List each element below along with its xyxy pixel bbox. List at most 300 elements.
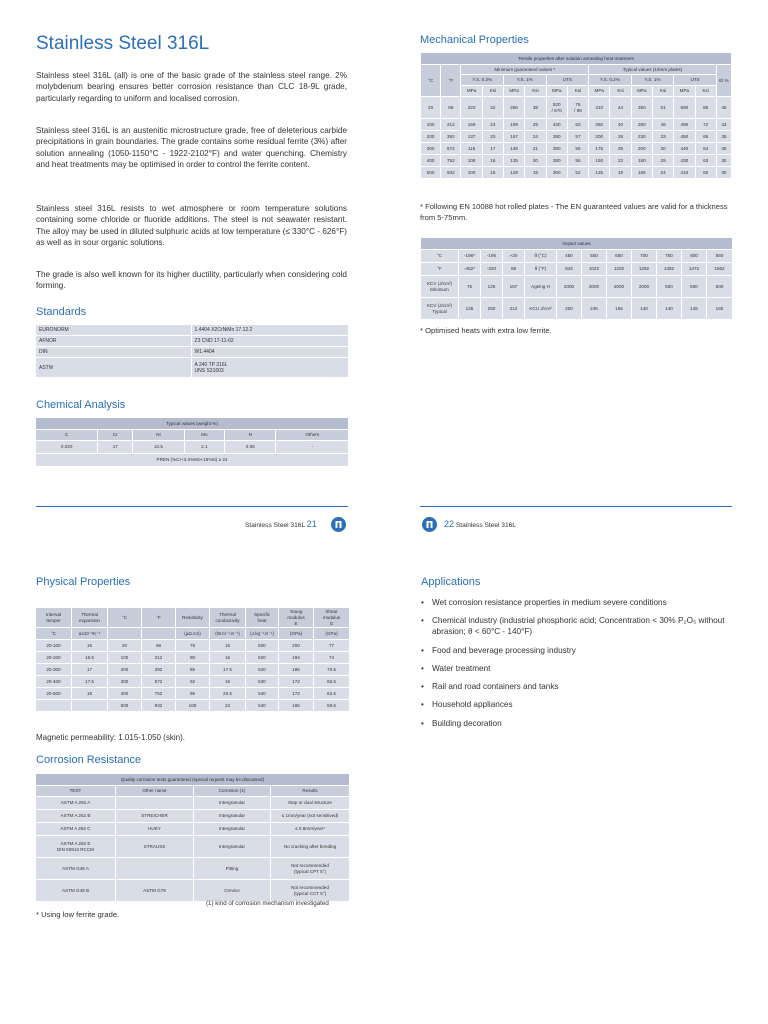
unit: MPa: [589, 86, 610, 97]
table-cell: 22: [610, 155, 631, 167]
table-cell: 32: [482, 97, 503, 119]
page22-footer: [444, 519, 516, 529]
table-row: [421, 155, 732, 167]
chem-value: 0.020: [36, 441, 98, 454]
corrosion-resistance-heading: Corrosion Resistance: [36, 754, 142, 766]
table-cell: 75: [459, 276, 481, 298]
page-number: 21: [306, 519, 317, 529]
table-cell: 30: [716, 155, 731, 167]
table-cell: ≤ 0,6mm/year*: [271, 823, 350, 836]
table-cell: 212: [142, 652, 176, 664]
application-item: • Water treatment: [421, 663, 735, 674]
table-cell: 380: [546, 143, 567, 155]
table-cell: 2000: [632, 276, 657, 298]
table-cell: 392: [142, 664, 176, 676]
table-cell: 24: [482, 119, 503, 131]
physical-header-row: [36, 608, 350, 628]
table-cell: 530: [246, 676, 279, 688]
chem-header: Others: [276, 430, 349, 441]
table-cell: 20-100: [36, 640, 72, 652]
table-cell: ASTM G48 A: [36, 858, 116, 880]
table-cell: 17: [482, 143, 503, 155]
table-cell: 68: [142, 640, 176, 652]
table-cell: 155: [607, 298, 632, 320]
table-cell: 28: [610, 131, 631, 143]
table-cell: 380: [546, 155, 567, 167]
table-cell: [116, 797, 194, 810]
group-header: Y.S. 1%: [504, 75, 547, 86]
table-cell: 500: [108, 700, 142, 712]
table-cell: 17.5: [210, 664, 246, 676]
mechanical-rows: [421, 97, 732, 179]
microstructure-paragraph: Stainless steel 316L is an austenitic microstructure grade, free of deleterious carbide precipitations in grain boundaries. The grade contains some residual ferrite (3%) after solution annealing (1050-1150°C - 1922-2102°F) and water quenching. Chemistry and heat treatments may be optimised in order to control the ferrite content.: [36, 126, 347, 170]
table-cell: 650: [607, 250, 632, 263]
table-cell: 200: [557, 298, 582, 320]
table-cell: 172: [279, 688, 314, 700]
unit: Ksi: [610, 86, 631, 97]
table-cell: 1382: [657, 263, 682, 276]
table-row: [421, 97, 732, 119]
table-cell: ASTM A 262 C: [36, 823, 116, 836]
table-cell: 85: [695, 97, 716, 119]
impact-caption: Impact values: [421, 238, 733, 250]
group-header: Y.S. 0.2%: [589, 75, 632, 86]
table-cell: 520: [246, 664, 279, 676]
chem-header: Cr: [98, 430, 133, 441]
table-cell: Intergranular: [194, 823, 271, 836]
table-cell: θ (°F): [525, 263, 557, 276]
chem-value: 0.05: [225, 441, 276, 454]
table-cell: 2000: [607, 276, 632, 298]
table-cell: 33: [652, 131, 673, 143]
footer-label: Stainless Steel 316L: [455, 522, 516, 529]
table-cell: 20: [482, 131, 503, 143]
table-cell: Not recommended (typical CCT 5°): [271, 880, 350, 902]
page22-footer-rule: [420, 506, 732, 507]
table-row: [36, 810, 350, 823]
phys-unit: (µΩ.cm): [176, 628, 210, 640]
table-cell: 550: [582, 250, 607, 263]
table-cell: 200: [631, 143, 652, 155]
table-cell: 200: [589, 131, 610, 143]
table-row: [421, 131, 732, 143]
table-cell: 17.5: [72, 676, 108, 688]
table-cell: 572: [142, 676, 176, 688]
table-row: [421, 143, 732, 155]
chem-header: C: [36, 430, 98, 441]
unit: MPa: [504, 86, 525, 97]
table-cell: 500: [421, 167, 441, 179]
mechanical-caption: Tensile properties after solution annealing heat treatment: [421, 53, 732, 65]
table-cell: 167: [504, 131, 525, 143]
page-number: 22: [444, 519, 455, 529]
table-cell: 95: [176, 688, 210, 700]
table-cell: 19: [610, 167, 631, 179]
table-cell: 165: [279, 700, 314, 712]
table-cell: 500: [707, 276, 733, 298]
chem-header: Mo: [184, 430, 224, 441]
phys-unit: [108, 628, 142, 640]
physical-rows: [36, 640, 350, 712]
mechanical-note: * Following EN 10088 hot rolled plates - The EN guaranteed values are valid for a thickness from 5-75mm.: [420, 202, 728, 222]
unit: MPa: [631, 86, 652, 97]
table-cell: 500: [246, 640, 279, 652]
table-cell: 66.5: [314, 676, 350, 688]
table-cell: 540: [246, 700, 279, 712]
table-row: [36, 652, 350, 664]
table-cell: 250: [481, 298, 503, 320]
table-cell: 440: [674, 143, 695, 155]
chemical-analysis-heading: Chemical Analysis: [36, 399, 126, 411]
table-cell: 40: [610, 119, 631, 131]
application-item: • Wet corrosion resistance properties in medium severe conditions: [421, 597, 735, 608]
table-cell: ASTM A 262 A: [36, 797, 116, 810]
col-elongation: El %: [716, 65, 731, 97]
table-cell: STRAUSS: [116, 836, 194, 858]
table-cell: 850: [707, 250, 733, 263]
table-cell: 72: [695, 119, 716, 131]
table-cell: 68: [503, 263, 525, 276]
physical-properties-heading: Physical Properties: [36, 576, 131, 588]
table-cell: 186: [279, 664, 314, 676]
table-cell: 230: [631, 131, 652, 143]
table-cell: 18: [72, 688, 108, 700]
table-row: [421, 119, 732, 131]
table-cell: 572: [441, 143, 461, 155]
brand-logo-icon: [331, 517, 346, 532]
table-cell: 52: [567, 167, 588, 179]
ductility-paragraph: The grade is also well known for its higher ductility, particularly when considering cold forming.: [36, 270, 347, 291]
table-row: [36, 676, 350, 688]
table-cell: 77: [314, 640, 350, 652]
table-cell: 100: [108, 652, 142, 664]
brand-logo-icon: [422, 517, 437, 532]
table-cell: 118: [461, 143, 482, 155]
table-cell: 16.5: [72, 652, 108, 664]
group-header: Y.S. 0.2%: [461, 75, 504, 86]
table-cell: HUEY: [116, 823, 194, 836]
table-cell: 16: [482, 155, 503, 167]
impact-note: * Optimised heats with extra low ferrite.: [420, 326, 552, 335]
table-cell: 175: [589, 143, 610, 155]
table-cell: ASTM A 262 E DIN 50914 RCCM: [36, 836, 116, 858]
table-cell: 750: [657, 250, 682, 263]
table-cell: 135: [504, 155, 525, 167]
table-cell: STREICHER: [116, 810, 194, 823]
table-cell: 260: [504, 97, 525, 119]
table-cell: 70.5: [314, 664, 350, 676]
table-cell: -320: [481, 263, 503, 276]
table-cell: KCU J/cm²: [525, 298, 557, 320]
mechanical-properties-table: [420, 52, 732, 179]
table-cell: -196*: [459, 250, 481, 263]
table-cell: 140: [657, 298, 682, 320]
table-row: [36, 688, 350, 700]
chem-value: 2.1: [184, 441, 224, 454]
table-cell: 430: [546, 119, 567, 131]
typ-caption: Typical values (10mm plates): [589, 65, 717, 75]
chem-value: -: [276, 441, 349, 454]
table-cell: ASTM G48 B: [36, 880, 116, 902]
table-cell: 1202: [607, 263, 632, 276]
min-caption: Minimum guaranteed values *: [461, 65, 589, 75]
table-cell: 56: [567, 155, 588, 167]
table-cell: KCV (J/cm²) Minimum: [421, 276, 459, 298]
table-cell: 932: [441, 167, 461, 179]
table-cell: 165: [631, 167, 652, 179]
chemical-analysis-table: [35, 417, 349, 467]
table-cell: 165: [707, 298, 733, 320]
col-celsius: °C: [421, 65, 441, 97]
physical-header-rows: [36, 608, 350, 640]
table-cell: 60: [695, 167, 716, 179]
table-cell: 20-300: [36, 664, 72, 676]
magnetic-permeability: Magnetic permeability: 1.015-1.050 (skin).: [36, 733, 185, 742]
table-cell: 45: [716, 97, 731, 119]
table-cell: 180: [631, 155, 652, 167]
applications-list: [421, 597, 735, 736]
unit: MPa: [674, 86, 695, 97]
table-cell: 2000: [582, 276, 607, 298]
corrosion-header: Results: [271, 786, 350, 797]
table-cell: Pitting: [194, 858, 271, 880]
table-cell: θ (°C): [525, 250, 557, 263]
table-cell: 450: [674, 131, 695, 143]
table-cell: 64: [695, 143, 716, 155]
phys-header: Thermal conductivity: [210, 608, 246, 628]
application-item: • Rail and road containers and tanks: [421, 681, 735, 692]
table-cell: KCV (J/cm²) Typical: [421, 298, 459, 320]
table-cell: 150: [589, 155, 610, 167]
table-cell: 490: [674, 119, 695, 131]
chemical-caption: Typical values (weight %): [36, 418, 349, 430]
table-cell: 200: [108, 664, 142, 676]
table-cell: 580: [674, 97, 695, 119]
table-cell: Crevice: [194, 880, 271, 902]
table-cell: Ageing H: [525, 276, 557, 298]
impact-values-table: [420, 237, 733, 320]
page21-footer: [245, 519, 317, 529]
table-cell: 63: [567, 119, 588, 131]
table-cell: 20: [525, 155, 546, 167]
phys-unit: (J.kg⁻¹.K⁻¹): [246, 628, 279, 640]
table-cell: 752: [142, 688, 176, 700]
table-cell: 2000: [557, 276, 582, 298]
table-row: [421, 167, 732, 179]
chem-value: 17: [98, 441, 133, 454]
page21-footer-rule: [36, 506, 348, 507]
table-cell: 1562: [707, 263, 733, 276]
table-cell: 125: [459, 298, 481, 320]
table-cell: 66: [695, 131, 716, 143]
table-cell: 100: [461, 167, 482, 179]
table-cell: 145: [682, 298, 707, 320]
applications-heading: Applications: [421, 576, 481, 588]
table-cell: 842: [557, 263, 582, 276]
chem-value: 10.5: [133, 441, 184, 454]
corrosion-header: Other name: [116, 786, 194, 797]
table-cell: ASTM A 262 B: [36, 810, 116, 823]
table-cell: 16: [210, 652, 246, 664]
table-cell: 108: [461, 155, 482, 167]
table-row: [421, 263, 733, 276]
table-cell: 167: [503, 276, 525, 298]
table-cell: 22: [210, 700, 246, 712]
table-row: [36, 664, 350, 676]
standard-name: AFNOR: [36, 336, 192, 347]
table-cell: Intergranular: [194, 797, 271, 810]
phys-unit: °C: [36, 628, 72, 640]
table-cell: 220: [461, 97, 482, 119]
table-cell: 100: [176, 700, 210, 712]
table-cell: 800: [682, 250, 707, 263]
table-row: [36, 880, 350, 902]
table-cell: -452*: [459, 263, 481, 276]
physical-units-row: [36, 628, 350, 640]
table-cell: 199: [504, 119, 525, 131]
intro-paragraph: Stainless steel 316L (all) is one of the basic grade of the stainless steel range. 2% molybdenum bearing ensures better corrosion resistance than CLC 18-9L grade, particularly regarding to uniform and localised corrosion.: [36, 71, 347, 103]
table-cell: 15: [210, 640, 246, 652]
table-cell: 20.5: [210, 688, 246, 700]
unit: Ksi: [482, 86, 503, 97]
resistance-paragraph: Stainless steel 316L resists to wet atmosphere or room temperature solutions containing some chloride or fluoride additions. The steel is not seawater resistant. The alloy may be used in diluted sulphuric acids at low temperature (≤ 330°C - 626°F) as well as in sour organic solutions.: [36, 204, 347, 248]
phys-unit: (GPa): [279, 628, 314, 640]
standard-name: EURONORM: [36, 325, 192, 336]
table-cell: 17: [72, 664, 108, 676]
table-cell: 57: [567, 131, 588, 143]
table-cell: 752: [441, 155, 461, 167]
table-cell: 400: [421, 155, 441, 167]
table-cell: 392: [441, 131, 461, 143]
group-header: Y.S. 1%: [631, 75, 674, 86]
table-cell: 520 / 670: [546, 97, 567, 119]
table-cell: 145: [504, 143, 525, 155]
corrosion-rows: [36, 797, 350, 902]
corrosion-header: Corrosion (1): [194, 786, 271, 797]
table-cell: 35: [716, 143, 731, 155]
table-cell: 390: [546, 131, 567, 143]
table-cell: 280: [631, 119, 652, 131]
table-cell: 29: [652, 155, 673, 167]
table-cell: 38: [525, 97, 546, 119]
table-cell: 20-400: [36, 676, 72, 688]
standard-value: 1.4404 X2CrNiMo 17.12.2: [191, 325, 348, 336]
table-cell: 20-200: [36, 652, 72, 664]
table-cell: 56: [567, 143, 588, 155]
table-row: [36, 640, 350, 652]
phys-unit: (GPa): [314, 628, 350, 640]
table-cell: Intergranular: [194, 810, 271, 823]
table-cell: 172: [279, 676, 314, 688]
application-item: • Chemical industry (industrial phosphoric acid; Concentration < 30% P₂O₅ without abrasion; θ < 60°C - 140°F): [421, 615, 735, 637]
table-cell: 245: [582, 298, 607, 320]
phys-header: Thermal expansion: [72, 608, 108, 628]
table-cell: 212: [441, 119, 461, 131]
table-cell: 310: [589, 97, 610, 119]
table-row: [36, 823, 350, 836]
table-cell: 400: [108, 688, 142, 700]
application-item: • Building decoration: [421, 718, 735, 729]
corrosion-caption: Quality corrosion tests guaranteed (special request may be discussed): [36, 774, 350, 786]
standards-heading: Standards: [36, 306, 87, 318]
table-cell: 128: [504, 167, 525, 179]
table-row: [421, 276, 733, 298]
group-header: UTS: [546, 75, 589, 86]
standard-name: DIN: [36, 347, 192, 358]
table-cell: 30: [716, 167, 731, 179]
table-cell: 16: [72, 640, 108, 652]
table-cell: 1472: [682, 263, 707, 276]
corrosion-note: * Using low ferrite grade.: [36, 910, 120, 919]
unit: MPa: [546, 86, 567, 97]
table-cell: 450: [557, 250, 582, 263]
table-cell: [36, 700, 72, 712]
table-cell: 410: [674, 167, 695, 179]
table-cell: °F: [421, 263, 459, 276]
table-cell: 500: [682, 276, 707, 298]
unit: Ksi: [695, 86, 716, 97]
table-cell: 25: [610, 143, 631, 155]
table-cell: 44: [610, 97, 631, 119]
table-cell: 80: [176, 652, 210, 664]
physical-properties-table: [35, 607, 350, 712]
table-cell: 59.5: [314, 700, 350, 712]
standards-table: [35, 324, 349, 378]
table-cell: 100: [421, 119, 441, 131]
group-header: UTS: [674, 75, 717, 86]
table-cell: 194: [279, 652, 314, 664]
table-cell: 85: [176, 664, 210, 676]
table-cell: 360: [546, 167, 567, 179]
table-cell: 29: [525, 119, 546, 131]
table-cell: 46: [652, 119, 673, 131]
table-cell: 20: [421, 97, 441, 119]
table-cell: 932: [142, 700, 176, 712]
table-cell: 63: [695, 155, 716, 167]
table-cell: ASTM G78: [116, 880, 194, 902]
table-cell: [116, 858, 194, 880]
table-cell: 20: [108, 640, 142, 652]
table-row: [36, 836, 350, 858]
col-fahrenheit: °F: [441, 65, 461, 97]
table-cell: Intergranular: [194, 836, 271, 858]
application-item: • Household appliances: [421, 699, 735, 710]
phys-header: °C: [108, 608, 142, 628]
corrosion-table-footnote: (1) kind of corrosion mechanism investigated: [206, 900, 329, 907]
table-cell: ≤ 1mm/year (not sensitived): [271, 810, 350, 823]
standard-value: W1.4404: [191, 347, 348, 358]
footer-label: Stainless Steel 316L: [245, 522, 305, 529]
table-cell: 76 / 98: [567, 97, 588, 119]
phys-header: °F: [142, 608, 176, 628]
table-cell: 24: [652, 167, 673, 179]
table-cell: 20-500: [36, 688, 72, 700]
table-cell: 140: [632, 298, 657, 320]
page-title: Stainless Steel 316L: [36, 33, 210, 54]
table-cell: 35: [716, 131, 731, 143]
table-cell: 200: [421, 131, 441, 143]
table-cell: 430: [674, 155, 695, 167]
table-row: [36, 700, 350, 712]
unit: Ksi: [652, 86, 673, 97]
table-cell: 300: [421, 143, 441, 155]
table-cell: 75: [176, 640, 210, 652]
pren-row: PREN (%Cr+3.3%Mo+16%N) ≥ 24: [36, 454, 349, 467]
table-cell: 74: [314, 652, 350, 664]
table-cell: 200: [279, 640, 314, 652]
table-cell: +20: [503, 250, 525, 263]
chem-header: N: [225, 430, 276, 441]
